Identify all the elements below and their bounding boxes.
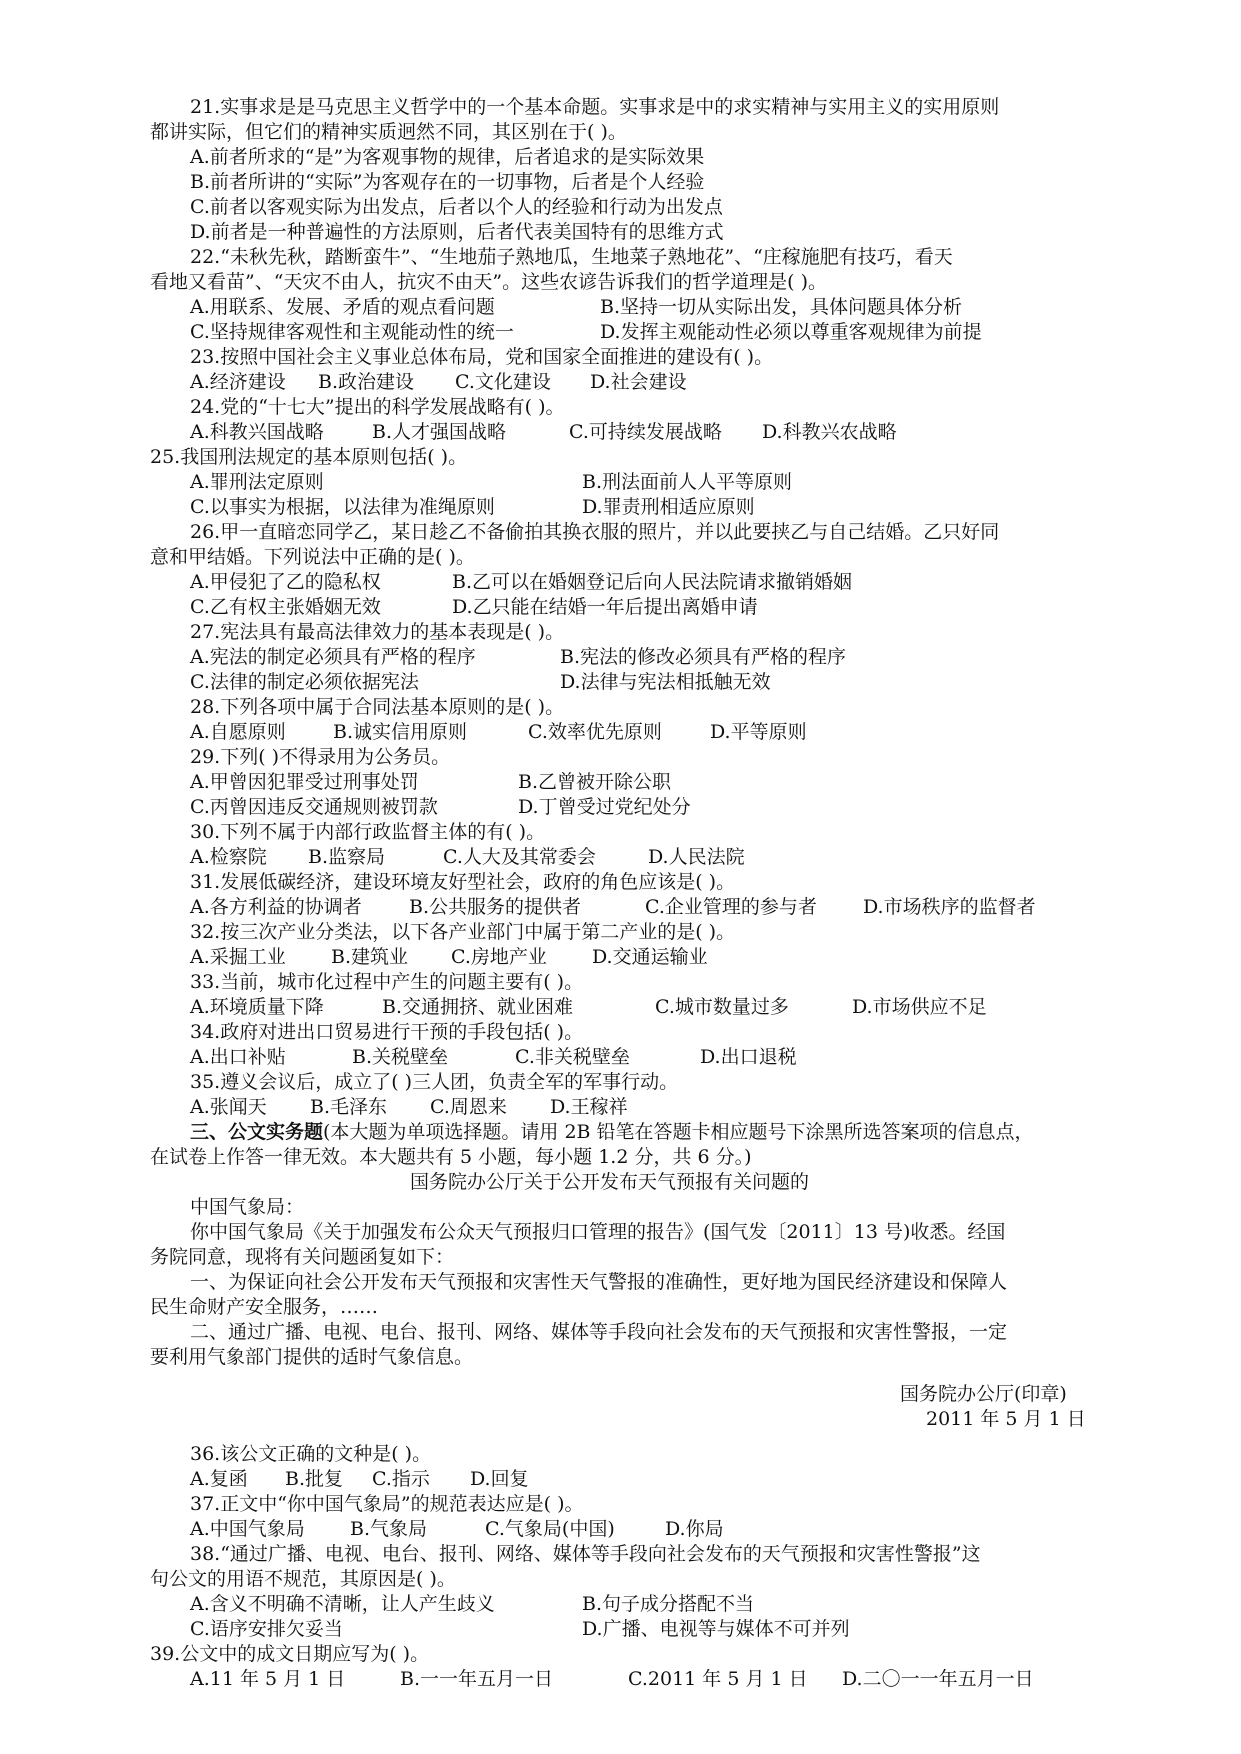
q28-option-d: D.平等原则 — [710, 721, 807, 743]
q33-option-c: C.城市数量过多 — [655, 996, 789, 1018]
q35-option-c: C.周恩来 — [430, 1096, 507, 1118]
q37-option-a: A.中国气象局 — [190, 1518, 305, 1540]
q37-option-d: D.你局 — [665, 1518, 724, 1540]
q25-option-a: A.罪刑法定原则 — [190, 471, 324, 493]
q29-option-d: D.丁曾受过党纪处分 — [518, 796, 691, 818]
q29-option-c: C.丙曾因违反交通规则被罚款 — [190, 796, 438, 818]
q39-option-c: C.2011 年 5 月 1 日 — [628, 1668, 808, 1690]
q23-option-a: A.经济建设 — [190, 371, 286, 393]
q37-option-c: C.气象局(中国) — [485, 1518, 615, 1540]
q32-option-a: A.采掘工业 — [190, 946, 286, 968]
q36-option-a: A.复函 — [190, 1468, 248, 1490]
q22-option-c: C.坚持规律客观性和主观能动性的统一 — [190, 321, 514, 343]
q36-option-c: C.指示 — [372, 1468, 430, 1490]
doc-body-para3-line1: 二、通过广播、电视、电台、报刊、网络、媒体等手段向社会发布的天气预报和灾害性警报，一定 — [190, 1321, 1008, 1343]
doc-body-para1-line2: 务院同意，现将有关问题函复如下： — [150, 1246, 455, 1268]
q26-option-c: C.乙有权主张婚姻无效 — [190, 596, 381, 618]
q35-option-d: D.王稼祥 — [550, 1096, 628, 1118]
q27-option-d: D.法律与宪法相抵触无效 — [560, 671, 771, 693]
q30-option-c: C.人大及其常委会 — [443, 846, 596, 868]
q26-option-b: B.乙可以在婚姻登记后向人民法院请求撤销婚姻 — [452, 571, 853, 593]
q24-stem: 24.党的“十七大”提出的科学发展战略有( )。 — [190, 396, 565, 418]
q32-option-c: C.房地产业 — [451, 946, 547, 968]
q25-option-d: D.罪责刑相适应原则 — [582, 496, 755, 518]
q33-option-d: D.市场供应不足 — [852, 996, 987, 1018]
q22-stem-line2: 看地又看苗”、“天灾不由人，抗灾不由天”。这些农谚告诉我们的哲学道理是( )。 — [150, 271, 828, 293]
doc-body-para2-line2: 民生命财产安全服务，…… — [150, 1296, 379, 1318]
q27-option-c: C.法律的制定必须依据宪法 — [190, 671, 419, 693]
q21-option-d: D.前者是一种普遍性的方法原则，后者代表美国特有的思维方式 — [190, 221, 724, 243]
q21-option-a: A.前者所求的“是”为客观事物的规律，后者追求的是实际效果 — [190, 146, 705, 168]
q34-option-b: B.关税壁垒 — [352, 1046, 449, 1068]
q22-option-d: D.发挥主观能动性必须以尊重客观规律为前提 — [600, 321, 982, 343]
q30-option-a: A.检察院 — [190, 846, 267, 868]
q21-stem-line1: 21.实事求是是马克思主义哲学中的一个基本命题。实事求是中的求实精神与实用主义的实用原则 — [190, 96, 1000, 118]
q22-option-b: B.坚持一切从实际出发，具体问题具体分析 — [600, 296, 963, 318]
q21-option-c: C.前者以客观实际为出发点，后者以个人的经验和行动为出发点 — [190, 196, 723, 218]
q37-stem: 37.正文中“你中国气象局”的规范表达应是( )。 — [190, 1493, 584, 1515]
q28-option-a: A.自愿原则 — [190, 721, 286, 743]
q38-stem-line1: 38.“通过广播、电视、电台、报刊、网络、媒体等手段向社会发布的天气预报和灾害性警报”这 — [190, 1543, 981, 1565]
q33-option-a: A.环境质量下降 — [190, 996, 324, 1018]
doc-signature: 国务院办公厅(印章) — [900, 1383, 1067, 1405]
q23-option-c: C.文化建设 — [455, 371, 551, 393]
q27-option-b: B.宪法的修改必须具有严格的程序 — [560, 646, 847, 668]
q23-option-b: B.政治建设 — [318, 371, 415, 393]
q26-option-d: D.乙只能在结婚一年后提出离婚申请 — [452, 596, 758, 618]
q22-stem-line1: 22.“未秋先秋，踏断蛮牛”、“生地茄子熟地瓜，生地菜子熟地花”、“庄稼施肥有技巧，看天 — [190, 246, 953, 268]
q28-stem: 28.下列各项中属于合同法基本原则的是( )。 — [190, 696, 565, 718]
q25-option-b: B.刑法面前人人平等原则 — [582, 471, 793, 493]
q27-option-a: A.宪法的制定必须具有严格的程序 — [190, 646, 476, 668]
q38-stem-line2: 句公文的用语不规范，其原因是( )。 — [150, 1568, 456, 1590]
doc-date: 2011 年 5 月 1 日 — [926, 1408, 1086, 1430]
q21-stem-line2: 都讲实际，但它们的精神实质迥然不同，其区别在于( )。 — [150, 121, 627, 143]
q23-option-d: D.社会建设 — [590, 371, 687, 393]
q33-option-b: B.交通拥挤、就业困难 — [382, 996, 574, 1018]
q26-option-a: A.甲侵犯了乙的隐私权 — [190, 571, 381, 593]
q24-option-b: B.人才强国战略 — [372, 421, 507, 443]
q29-option-a: A.甲曾因犯罪受过刑事处罚 — [190, 771, 419, 793]
section3-desc-line2: 在试卷上作答一律无效。本大题共有 5 小题，每小题 1.2 分，共 6 分。) — [150, 1146, 752, 1168]
q32-stem: 32.按三次产业分类法，以下各产业部门中属于第二产业的是( )。 — [190, 921, 736, 943]
q29-stem: 29.下列( )不得录用为公务员。 — [190, 746, 451, 768]
q37-option-b: B.气象局 — [350, 1518, 428, 1540]
q30-option-d: D.人民法院 — [648, 846, 745, 868]
q38-option-d: D.广播、电视等与媒体不可并列 — [582, 1618, 850, 1640]
q28-option-c: C.效率优先原则 — [528, 721, 662, 743]
q31-option-b: B.公共服务的提供者 — [409, 896, 582, 918]
q39-option-a: A.11 年 5 月 1 日 — [190, 1668, 346, 1690]
q21-option-b: B.前者所讲的“实际”为客观存在的一切事物，后者是个人经验 — [190, 171, 705, 193]
q31-option-d: D.市场秩序的监督者 — [863, 896, 1036, 918]
q36-stem: 36.该公文正确的文种是( )。 — [190, 1443, 432, 1465]
q35-stem: 35.遵义会议后，成立了( )三人团，负责全军的军事行动。 — [190, 1071, 679, 1093]
q38-option-b: B.句子成分搭配不当 — [582, 1593, 755, 1615]
q35-option-b: B.毛泽东 — [310, 1096, 388, 1118]
q36-option-d: D.回复 — [470, 1468, 529, 1490]
q25-option-c: C.以事实为根据，以法律为准绳原则 — [190, 496, 495, 518]
q34-option-d: D.出口退税 — [700, 1046, 797, 1068]
q38-option-c: C.语序安排欠妥当 — [190, 1618, 343, 1640]
q29-option-b: B.乙曾被开除公职 — [518, 771, 672, 793]
q39-option-b: B.一一年五月一日 — [400, 1668, 554, 1690]
q27-stem: 27.宪法具有最高法律效力的基本表现是( )。 — [190, 621, 565, 643]
q39-stem: 39.公文中的成文日期应写为( )。 — [150, 1643, 430, 1665]
section3-desc-line1: (本大题为单项选择题。请用 2B 铅笔在答题卡相应题号下涂黑所选答案项的信息点， — [323, 1121, 1034, 1143]
q34-option-a: A.出口补贴 — [190, 1046, 286, 1068]
q32-option-d: D.交通运输业 — [592, 946, 708, 968]
q33-stem: 33.当前，城市化过程中产生的问题主要有( )。 — [190, 971, 584, 993]
q26-stem-line2: 意和甲结婚。下列说法中正确的是( )。 — [150, 546, 475, 568]
doc-body-para3-line2: 要利用气象部门提供的适时气象信息。 — [150, 1346, 474, 1368]
section3-intro-line1 — [190, 1120, 1034, 1144]
q28-option-b: B.诚实信用原则 — [333, 721, 468, 743]
doc-body-para2-line1: 一、为保证向社会公开发布天气预报和灾害性天气警报的准确性，更好地为国民经济建设和保障人 — [190, 1271, 1008, 1293]
q23-stem: 23.按照中国社会主义事业总体布局，党和国家全面推进的建设有( )。 — [190, 346, 774, 368]
q22-option-a: A.用联系、发展、矛盾的观点看问题 — [190, 296, 495, 318]
q31-option-a: A.各方利益的协调者 — [190, 896, 362, 918]
section3-heading: 三、公文实务题 — [190, 1121, 324, 1143]
q35-option-a: A.张闻天 — [190, 1096, 267, 1118]
doc-body-para1-line1: 你中国气象局《关于加强发布公众天气预报归口管理的报告》(国气发〔2011〕13 号)收悉。经国 — [190, 1221, 1006, 1243]
q31-stem: 31.发展低碳经济，建设环境友好型社会，政府的角色应该是( )。 — [190, 871, 736, 893]
q24-option-a: A.科教兴国战略 — [190, 421, 324, 443]
q30-option-b: B.监察局 — [308, 846, 386, 868]
q36-option-b: B.批复 — [285, 1468, 344, 1490]
doc-title: 国务院办公厅关于公开发布天气预报有关问题的 — [410, 1171, 810, 1193]
q32-option-b: B.建筑业 — [331, 946, 409, 968]
q25-stem: 25.我国刑法规定的基本原则包括( )。 — [150, 446, 468, 468]
q24-option-d: D.科教兴农战略 — [762, 421, 897, 443]
q39-option-d: D.二〇一一年五月一日 — [842, 1668, 1034, 1690]
q38-option-a: A.含义不明确不清晰，让人产生歧义 — [190, 1593, 495, 1615]
q34-option-c: C.非关税壁垒 — [515, 1046, 630, 1068]
q31-option-c: C.企业管理的参与者 — [645, 896, 817, 918]
q26-stem-line1: 26.甲一直暗恋同学乙，某日趁乙不备偷拍其换衣服的照片，并以此要挟乙与自己结婚。乙只好同 — [190, 521, 1000, 543]
q30-stem: 30.下列不属于内部行政监督主体的有( )。 — [190, 821, 546, 843]
q24-option-c: C.可持续发展战略 — [569, 421, 722, 443]
doc-addressee: 中国气象局： — [190, 1196, 305, 1218]
q34-stem: 34.政府对进出口贸易进行干预的手段包括( )。 — [190, 1021, 584, 1043]
